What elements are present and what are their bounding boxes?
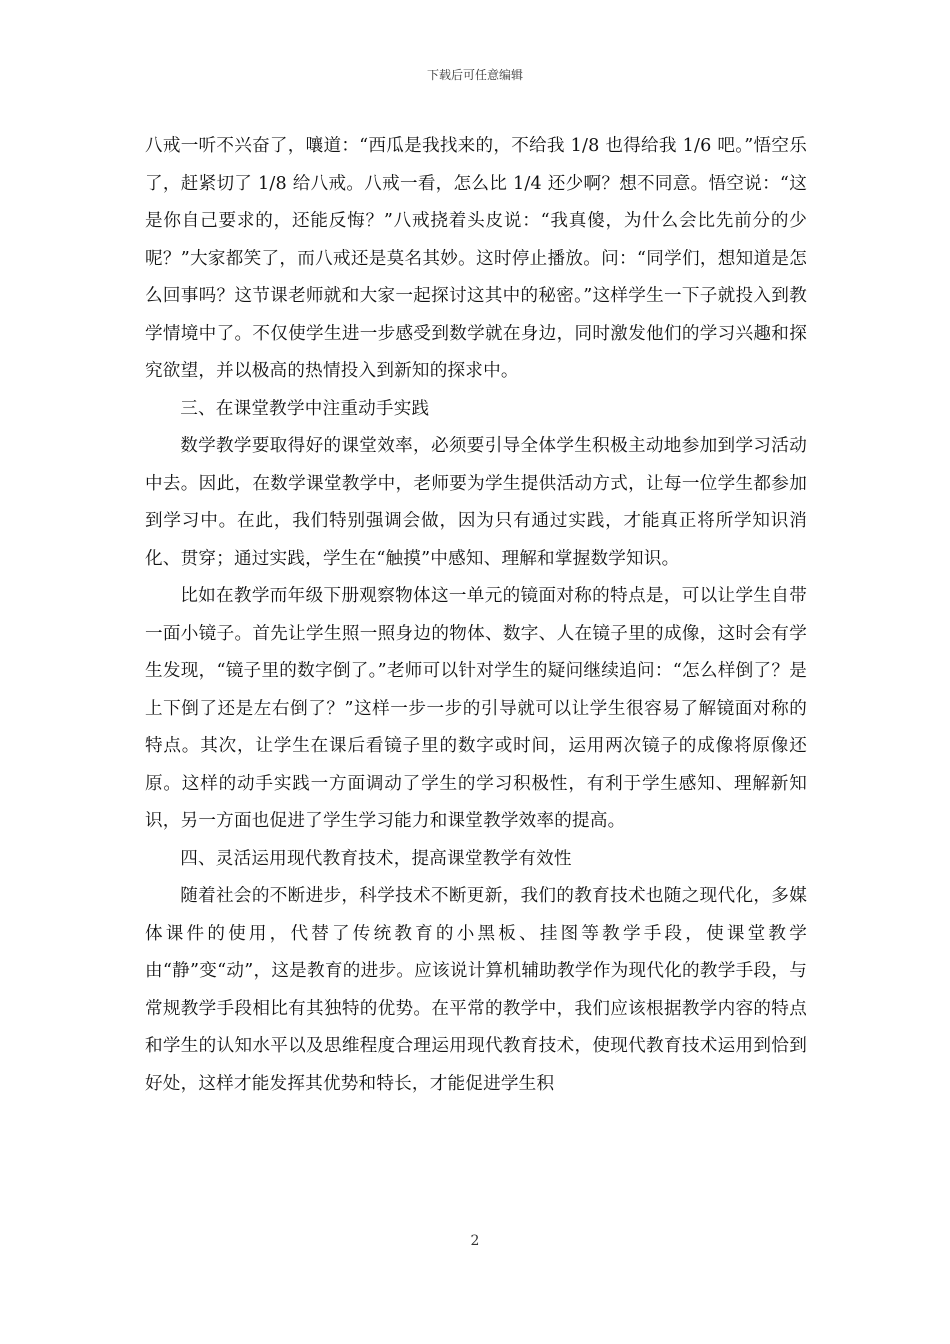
page-header: 下载后可任意编辑 [426,68,523,82]
paragraph: 随着社会的不断进步，科学技术不断更新，我们的教育技术也随之现代化，多媒体课件的使用，代替了传统教育的小黑板、挂图等教学手段，使课堂教学由“静”变“动”，这是教育的进步。应该说计算机辅助教学作为现代化的教学手段，与常规教学手段相比有其独特的优势。在平常的教学中，我们应该根据教学内容的特点和学生的认知水平以及思维程度合理运用现代教育技术，使现代教育技术运用到恰到好处，这样才能发挥其优势和特长，才能促进学生积 [145,886,807,1094]
section-heading-3: 三、在课堂教学中注重动手实践 [180,398,430,419]
paragraph-continuation: 八戒一听不兴奋了，嚷道：“西瓜是我找来的，不给我 1/8 也得给我 1/6 吧。”悟空乐了，赶紧切了 1/8 给八戒。八戒一看，怎么比 1/4 还少啊？想不同意。悟空说：“这是你自己要求的，还能反悔？”八戒挠着头皮说：“我真傻，为什么会比先前分的少呢？”大家都笑了，而八戒还是莫名其妙。这时停止播放。问：“同学们，想知道是怎么回事吗？这节课老师就和大家一起探讨这其中的秘密。”这样学生一下子就投入到教学情境中了。不仅使学生进一步感受到数学就在身边，同时激发他们的学习兴趣和探究欲望，并以极高的热情投入到新知的探求中。 [145,136,807,381]
page-number: 2 [470,1233,480,1249]
paragraph: 数学教学要取得好的课堂效率，必须要引导全体学生积极主动地参加到学习活动中去。因此，在数学课堂教学中，老师要为学生提供活动方式，让每一位学生都参加到学习中。在此，我们特别强调会做，因为只有通过实践，才能真正将所学知识消化、贯穿；通过实践，学生在“触摸”中感知、理解和掌握数学知识。 [145,436,807,569]
document-body [145,128,807,1103]
paragraph: 比如在教学而年级下册观察物体这一单元的镜面对称的特点是，可以让学生自带一面小镜子。首先让学生照一照身边的物体、数字、人在镜子里的成像，这时会有学生发现，“镜子里的数字倒了。”老师可以针对学生的疑问继续追问：“怎么样倒了？是上下倒了还是左右倒了？”这样一步一步的引导就可以让学生很容易了解镜面对称的特点。其次，让学生在课后看镜子里的数字或时间，运用两次镜子的成像将原像还原。这样的动手实践一方面调动了学生的学习积极性，有利于学生感知、理解新知识，另一方面也促进了学生学习能力和课堂教学效率的提高。 [145,586,807,831]
section-heading-4: 四、灵活运用现代教育技术，提高课堂教学有效性 [180,848,572,869]
